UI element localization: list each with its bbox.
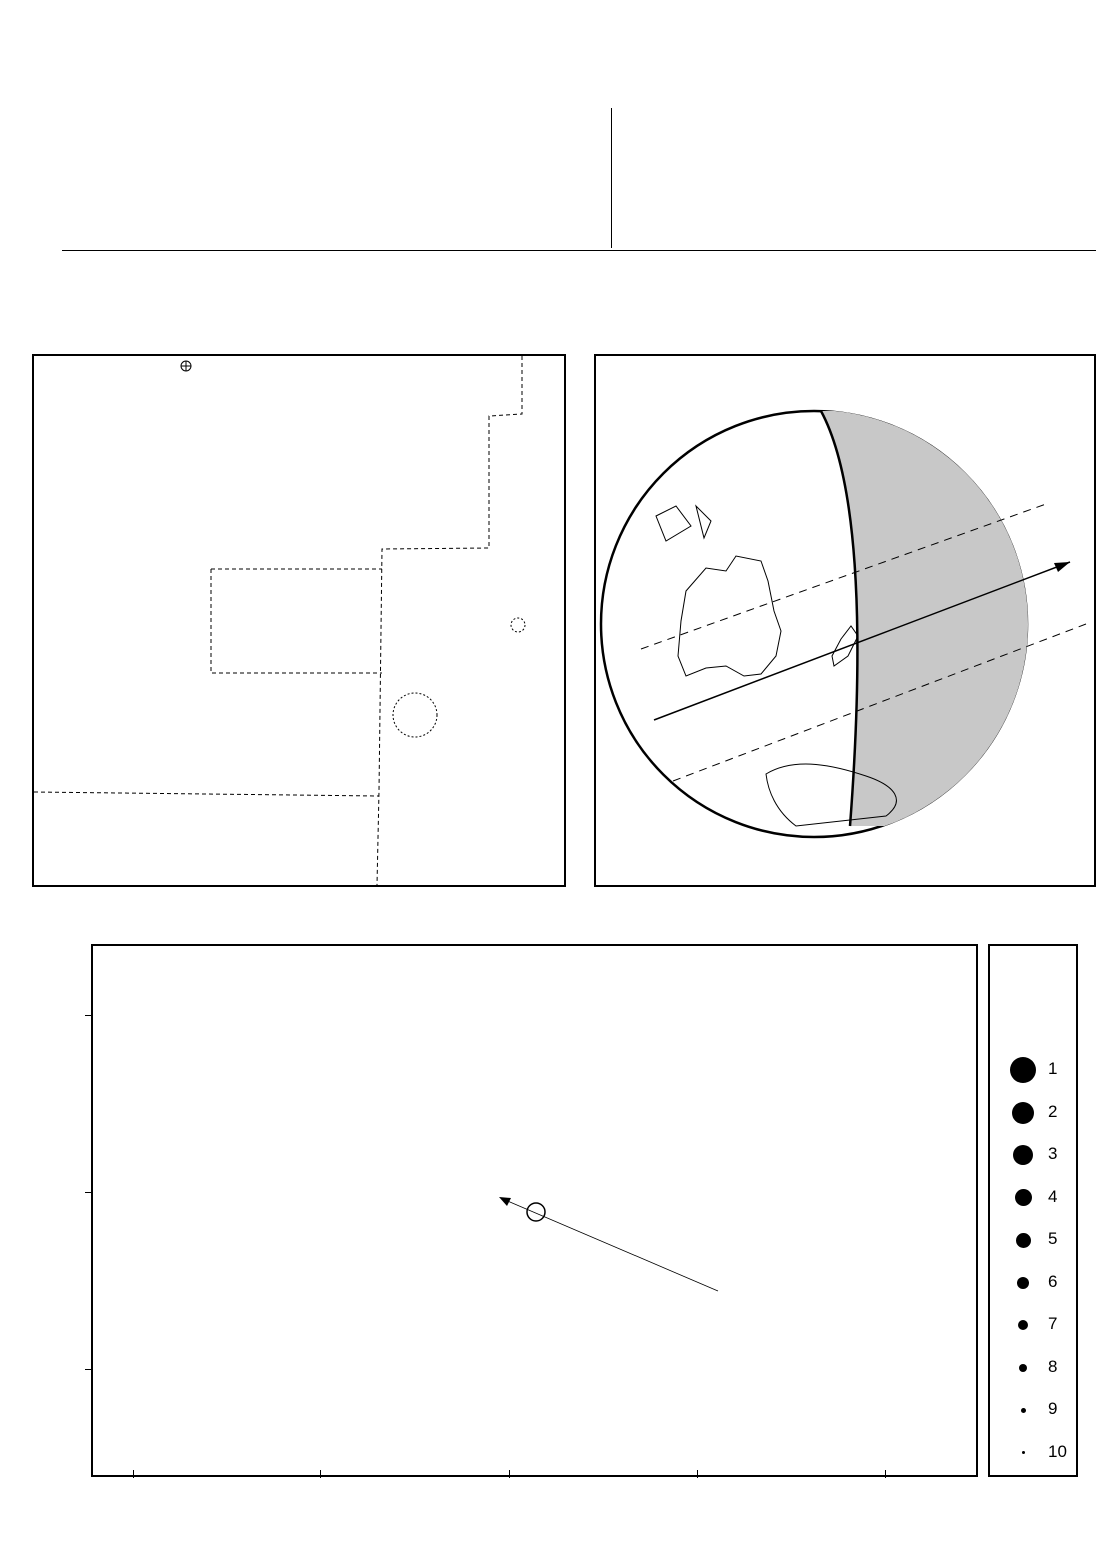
legend-row [990,1050,1078,1090]
constellation-boundary-oph [377,356,522,885]
y-tick-mark [85,1015,93,1016]
asteroid-path-arrow [499,1197,511,1206]
legend-magnitude-dot [1019,1364,1027,1372]
legend-magnitude-dot [1018,1320,1028,1330]
legend-magnitude-value: 5 [1048,1229,1058,1248]
m7-cluster-circle [393,693,437,737]
legend-magnitude-value: 3 [1048,1144,1058,1163]
legend-row [990,1348,1078,1388]
legend-row [990,1433,1078,1473]
legend-magnitude-dot [1021,1408,1026,1413]
finder-chart-svg [34,356,564,885]
globe-panel [594,354,1096,887]
target-star-circle [527,1203,545,1221]
legend-row [990,1220,1078,1260]
x-tick-mark [320,1470,321,1478]
y-tick-mark [85,1369,93,1370]
magnitude-legend [988,944,1078,1477]
legend-magnitude-dot [1022,1451,1025,1454]
globe-svg [596,356,1094,885]
legend-row [990,1093,1078,1133]
x-tick-mark [509,1470,510,1478]
event-datetime [92,48,115,82]
legend-magnitude-value: 8 [1048,1356,1058,1376]
legend-magnitude-dot [1010,1057,1036,1083]
x-tick-mark [133,1470,134,1478]
legend-row [990,1263,1078,1303]
legend-magnitude-dot [1017,1277,1029,1289]
detail-chart-svg [93,946,976,1475]
legend-row [990,1178,1078,1218]
legend-magnitude-value: 10 [1048,1441,1067,1461]
legend-magnitude-value: 6 [1048,1271,1058,1291]
constellation-boundary-inner [211,569,382,673]
legend-magnitude-dot [1015,1189,1032,1206]
legend-magnitude-value: 2 [1048,1101,1058,1121]
legend-magnitude-value: 1 [1048,1059,1058,1078]
finder-chart-panel [32,354,566,887]
info-horizontal-divider [62,250,1096,251]
y-tick-mark [85,1192,93,1193]
m6-cluster-circle [511,618,525,632]
legend-magnitude-value: 7 [1048,1314,1058,1333]
legend-magnitude-value: 4 [1048,1186,1058,1206]
legend-row [990,1390,1078,1430]
legend-magnitude-dot [1013,1145,1033,1165]
x-tick-mark [885,1470,886,1478]
detail-chart-panel [91,944,978,1477]
legend-magnitude-dot [1016,1233,1031,1248]
constellation-boundary-corona [34,792,379,796]
legend-row [990,1135,1078,1175]
x-tick-mark [697,1470,698,1478]
legend-row [990,1305,1078,1345]
legend-magnitude-dot [1012,1102,1034,1124]
shadow-direction-arrow [1054,562,1070,572]
asteroid-path-line [503,1199,718,1291]
legend-magnitude-value: 9 [1048,1399,1058,1418]
info-vertical-divider [611,108,612,248]
